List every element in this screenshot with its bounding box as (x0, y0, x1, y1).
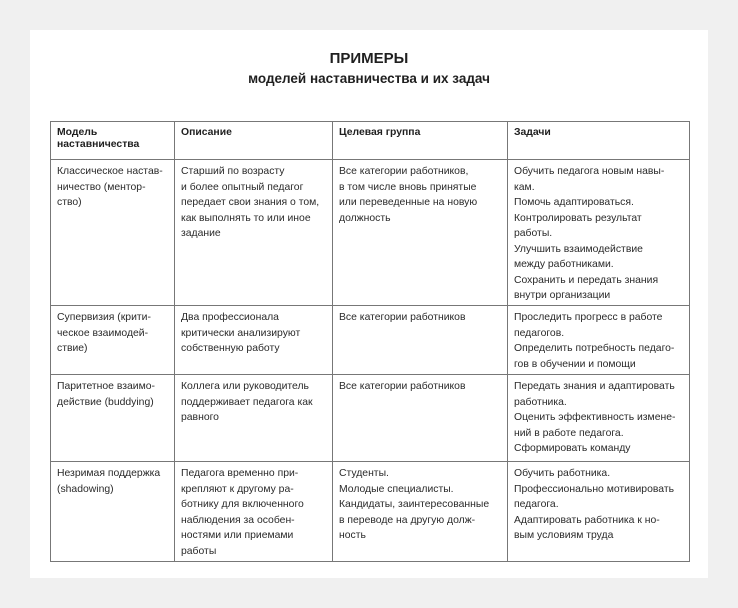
cell-target-group: Все категории работников (333, 306, 508, 375)
task-item: Контролировать результат работы. (514, 212, 642, 239)
document-page (30, 30, 708, 578)
cell-tasks (508, 160, 690, 306)
table-row (51, 306, 690, 375)
task-item: Оценить эффективность измене- ний в работе педагога. (514, 412, 676, 439)
task-item: Обучить педагога новым навы- кам. (514, 166, 665, 193)
cell-tasks (508, 306, 690, 375)
table-row (51, 160, 690, 306)
cell-model: Супервизия (крити- ческое взаимодей- ствие) (51, 306, 175, 375)
task-item: Проследить прогресс в работе педагогов. (514, 312, 663, 339)
task-item: Обучить работника. (514, 468, 611, 479)
task-item: Определить потребность педаго- гов в обучении и помощи (514, 343, 675, 370)
cell-description: Педагога временно при- крепляют к другому ра- ботнику для включенного наблюдения за особен- ностями или приемами работы (175, 462, 333, 562)
cell-target-group: Все категории работников, в том числе вновь принятые или переведенные на новую должность (333, 160, 508, 306)
task-item: Адаптировать работника к но- вым условиям труда (514, 514, 660, 541)
task-item: Профессионально мотивировать педагога. (514, 483, 674, 510)
cell-target-group: Студенты. Молодые специалисты. Кандидаты, заинтересованные в переводе на другую долж- ность (333, 462, 508, 562)
mentoring-models-table (50, 121, 690, 562)
table-row (51, 375, 690, 462)
page-subtitle: моделей наставничества и их задач (248, 71, 490, 86)
table-row (51, 462, 690, 562)
page-title: ПРИМЕРЫ (329, 50, 409, 67)
table-header-row (51, 122, 690, 160)
cell-target-group: Все категории работников (333, 375, 508, 462)
task-item: Помочь адаптироваться. (514, 197, 634, 208)
task-item: Сохранить и передать знания внутри организации (514, 274, 659, 301)
cell-description: Два профессионала критически анализируют собственную работу (175, 306, 333, 375)
header-target-group: Целевая группа (333, 122, 508, 160)
cell-tasks (508, 462, 690, 562)
task-item: Сформировать команду (514, 443, 631, 454)
cell-model: Паритетное взаимо- действие (buddying) (51, 375, 175, 462)
header-tasks: Задачи (508, 122, 690, 160)
task-item: Улучшить взаимодействие между работниками. (514, 243, 643, 270)
cell-model: Классическое настав- ничество (ментор- ство) (51, 160, 175, 306)
task-item: Передать знания и адаптировать работника. (514, 381, 675, 408)
cell-description: Старший по возрасту и более опытный педагог передает свои знания о том, как выполнять то или иное задание (175, 160, 333, 306)
cell-model: Незримая поддержка (shadowing) (51, 462, 175, 562)
header-model: Модель наставничества (51, 122, 175, 160)
header-description: Описание (175, 122, 333, 160)
cell-tasks (508, 375, 690, 462)
cell-description: Коллега или руководитель поддерживает педагога как равного (175, 375, 333, 462)
